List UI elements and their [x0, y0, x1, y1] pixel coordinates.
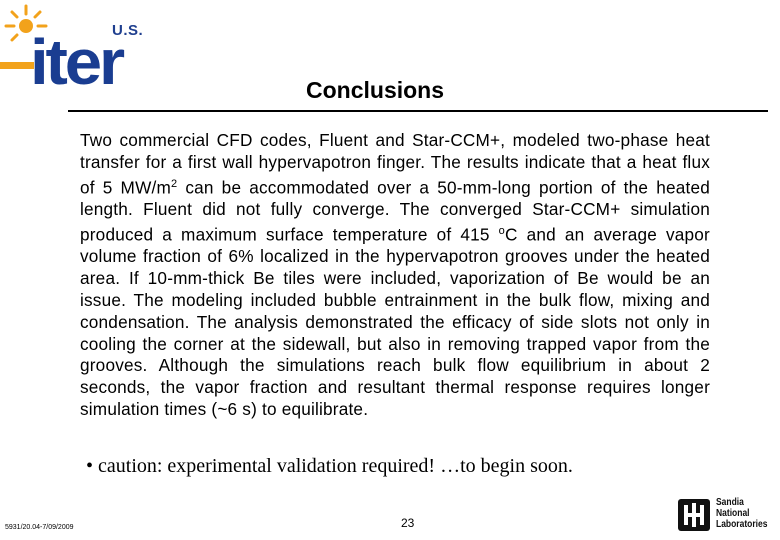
- caution-bullet: • caution: experimental validation required! …to begin soon.: [86, 455, 573, 477]
- logo-us-text: U.S.: [112, 22, 144, 39]
- sandia-line3: Laboratories: [716, 519, 768, 530]
- paragraph-part-3: C and an average vapor volume fraction of 6% localized in the hypervapotron grooves under the heated area. If 10-mm-thick Be tiles were included, vaporization of Be would be an issue. The modeling included bubble entrainment in the bulk flow, mixing and condensation. The analysis demonstrated the efficacy of side slots not only in cooling the corner at the sidewall, but also in removing trapped vapor from the grooves. Although the simulations reach bulk flow equilibrium in about 2 seconds, the vapor fraction and resultant thermal response requires longer simulation times (~6 s) to equilibrate.: [80, 224, 710, 420]
- sandia-line2: National: [716, 508, 750, 519]
- logo-dash: [0, 62, 34, 69]
- footer-document-id: 5931/20.04-7/09/2009: [5, 524, 74, 531]
- degree-superscript: o: [498, 224, 505, 237]
- title-divider: [68, 110, 768, 112]
- superscript-2: 2: [170, 177, 178, 190]
- paragraph-part-1: Two commercial CFD codes, Fluent and Star-CCM+, modeled two-phase heat transfer for a first wall hypervapotron finger. The results indicate that a heat flux of 5 MW/m: [80, 130, 710, 198]
- paragraph-part-2: can be accommodated over a 50-mm-long portion of the heated length. Fluent did not fully converge. The converged Star-CCM+ simulation produced a maximum surface temperature of 415: [80, 177, 710, 245]
- conclusions-paragraph: [80, 130, 710, 421]
- sandia-line1: Sandia: [716, 497, 744, 508]
- sandia-wordmark: [716, 497, 767, 530]
- sandia-thunderbird-icon: [678, 499, 710, 531]
- logo-iter-text: iter: [30, 26, 122, 98]
- page-title: Conclusions: [306, 77, 445, 103]
- page-number: 23: [401, 516, 415, 530]
- iter-logo: [0, 0, 200, 98]
- sandia-logo: [678, 497, 778, 537]
